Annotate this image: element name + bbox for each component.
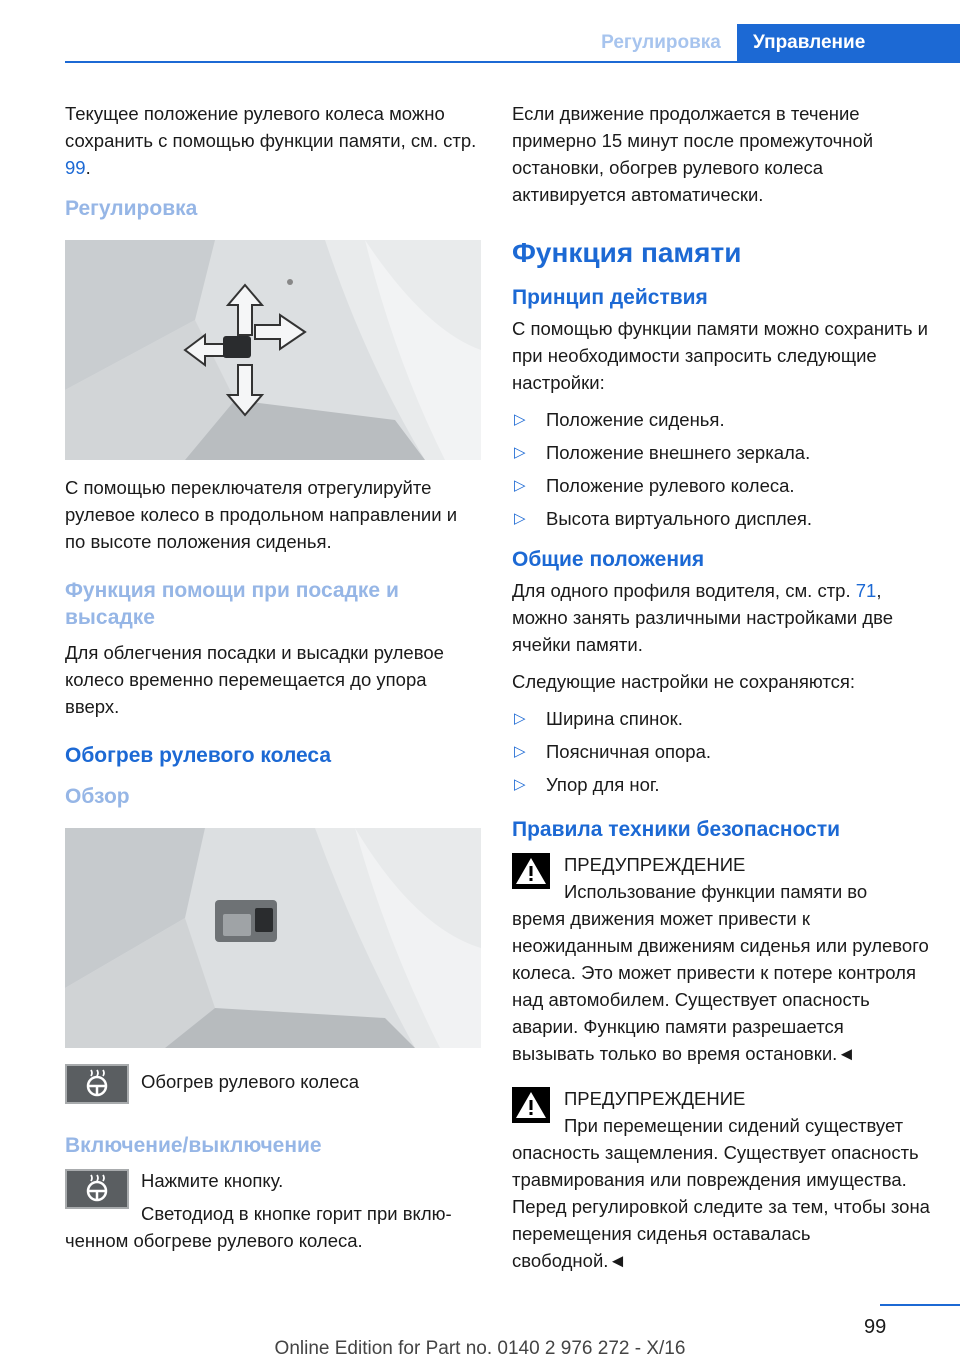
warning-body: опасность защемления. Существует опасность травмирования или повреждения имущества. Перед регулировкой следите за тем, чтобы зона перемещения сиденья оставалась свободной.◄ xyxy=(512,1142,930,1271)
page-ref-link[interactable]: 99 xyxy=(65,157,86,178)
triangle-bullet-icon: ▷ xyxy=(514,444,526,461)
page-footer xyxy=(0,1304,960,1362)
press-button-row xyxy=(65,1167,481,1227)
general-paragraph: Для одного профиля водителя, см. стр. 71, можно занять различными настройками две ячейки памяти. xyxy=(512,580,894,655)
warning-first-line: При перемещении сидений существует xyxy=(564,1115,904,1136)
triangle-bullet-icon: ▷ xyxy=(514,710,526,727)
left-column xyxy=(65,100,481,1264)
warning-title: ПРЕДУПРЕЖДЕНИЕ xyxy=(564,1088,746,1109)
list-item: ▷ Упор для ног. xyxy=(512,771,930,798)
triangle-bullet-icon: ▷ xyxy=(514,477,526,494)
heating-legend-row xyxy=(65,1062,481,1102)
steering-heating-icon xyxy=(65,1064,129,1104)
press-button-text: Нажмите кнопку. xyxy=(141,1170,284,1191)
heading-on-off: Включение/выключение xyxy=(65,1134,322,1157)
warning-triangle-icon xyxy=(512,853,550,889)
led-text-first: Светодиод в кнопке горит при вклю- xyxy=(141,1203,452,1224)
heading-principle: Принцип действия xyxy=(512,286,708,309)
list-item: ▷ Положение сиденья. xyxy=(512,406,930,433)
header-rule xyxy=(65,61,960,63)
heating-label: Обогрев рулевого колеса xyxy=(141,1071,360,1092)
not-saved-intro: Следующие настройки не сохраняются: xyxy=(512,671,856,692)
entry-paragraph: Для облегчения посадки и высадки рулевое колесо временно перемещается до упора вверх. xyxy=(65,642,444,717)
heading-overview: Обзор xyxy=(65,785,130,808)
list-item: ▷ Поясничная опора. xyxy=(512,738,930,765)
page-number: 99 xyxy=(864,1316,887,1338)
auto-activation-paragraph: Если движение продолжается в течение примерно 15 минут после промежуточной остановки, обогрев рулевого колеса активируется автоматически. xyxy=(512,103,874,205)
triangle-bullet-icon: ▷ xyxy=(514,411,526,428)
page-ref-link[interactable]: 71 xyxy=(855,580,877,601)
list-item: ▷ Положение рулевого колеса. xyxy=(512,472,930,499)
intro-paragraph: Текущее положение рулевого колеса можно сохранить с помощью функции памяти, см. стр. 99. xyxy=(65,103,477,178)
warning-first-line: Использование функции памяти во xyxy=(564,881,868,902)
steering-heating-button-icon[interactable] xyxy=(65,1169,129,1209)
triangle-bullet-icon: ▷ xyxy=(514,776,526,793)
led-text-rest: ченном обогреве рулевого колеса. xyxy=(65,1230,363,1251)
principle-paragraph: С помощью функции памяти можно сохранить и при необходимости запросить следующие настройки: xyxy=(512,318,928,393)
warning-triangle-icon xyxy=(512,1087,550,1123)
triangle-bullet-icon: ▷ xyxy=(514,510,526,527)
warning-block-2 xyxy=(512,1085,930,1274)
footer-rule xyxy=(880,1304,960,1306)
header-section-adjust[interactable]: Регулировка xyxy=(585,24,737,61)
header-section-controls[interactable]: Управление xyxy=(737,24,960,61)
triangle-bullet-icon: ▷ xyxy=(514,743,526,760)
warning-body: время движения может привести к неожиданным движениям сиденья или рулевого колеса. Это может привести к потере контроля над автомобилем. Существует опасность аварии. Функцию памяти разрешается вызывать только во время остановки.◄ xyxy=(512,908,929,1064)
right-column xyxy=(512,100,930,1290)
heating-button-photo xyxy=(65,828,481,1048)
warning-title: ПРЕДУПРЕЖДЕНИЕ xyxy=(564,854,746,875)
list-item: ▷ Положение внешнего зеркала. xyxy=(512,439,930,466)
heading-general: Общие положения xyxy=(512,548,705,571)
steering-adjust-photo xyxy=(65,240,481,460)
list-item: ▷ Ширина спинок. xyxy=(512,705,930,732)
adjust-paragraph: С помощью переключателя отрегулируйте рулевое колесо в продольном направлении и по высоте положения сиденья. xyxy=(65,477,458,552)
heading-safety: Правила техники безопасности xyxy=(512,818,841,841)
heading-entry-assist: Функция помощи при посадке и высадке xyxy=(65,579,399,629)
warning-block-1 xyxy=(512,851,930,1067)
not-saved-list xyxy=(512,705,930,798)
heading-memory-function: Функция памяти xyxy=(512,237,742,268)
heading-steering-heating: Обогрев рулевого колеса xyxy=(65,744,332,767)
saved-settings-list xyxy=(512,406,930,532)
list-item: ▷ Высота виртуального дисплея. xyxy=(512,505,930,532)
heading-adjust: Регулировка xyxy=(65,197,198,220)
edition-note: Online Edition for Part no. 0140 2 976 272 - X/16 xyxy=(274,1338,686,1359)
